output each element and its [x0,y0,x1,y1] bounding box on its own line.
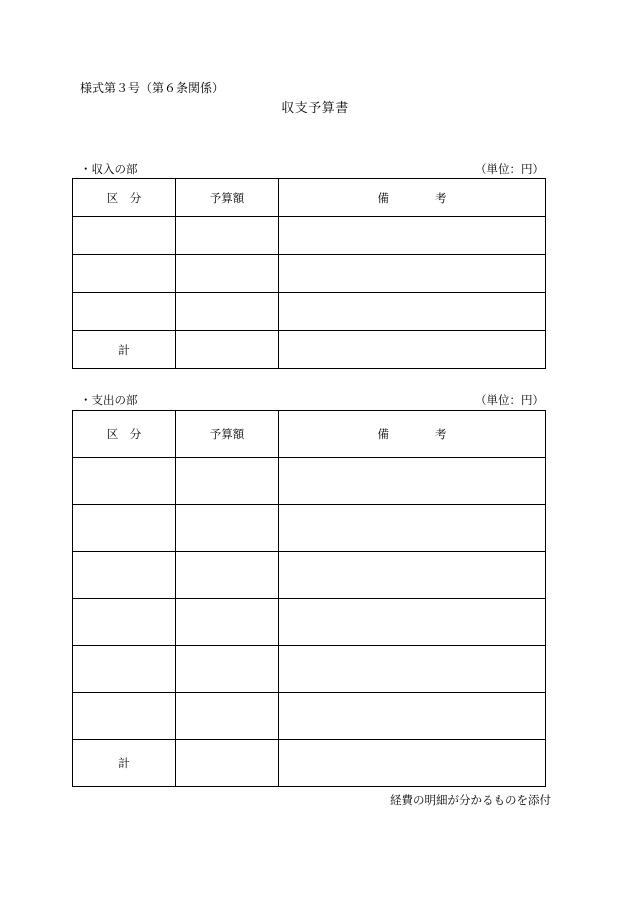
expense-header-category: 区 分 [73,411,176,458]
income-unit-label: （単位：円） [475,162,544,176]
attachment-note: 経費の明細が分かるものを添付 [390,793,551,807]
income-category-cell[interactable] [73,293,176,331]
expense-category-cell[interactable] [73,693,176,740]
table-row [73,552,546,599]
table-row [73,217,546,255]
expense-remarks-cell[interactable] [279,693,546,740]
expense-remarks-cell[interactable] [279,599,546,646]
income-remarks-cell[interactable] [279,293,546,331]
table-row [73,646,546,693]
expense-section-heading: ・支出の部 [80,393,138,407]
income-header-budget: 予算額 [176,179,279,217]
expense-budget-cell[interactable] [176,693,279,740]
expense-remarks-cell[interactable] [279,552,546,599]
expense-header-budget: 予算額 [176,411,279,458]
income-budget-cell[interactable] [176,217,279,255]
income-section-heading: ・収入の部 [80,162,138,176]
expense-total-budget-cell[interactable] [176,740,279,787]
income-header-row [73,179,546,217]
expense-total-remarks-cell[interactable] [279,740,546,787]
table-row [73,599,546,646]
expense-budget-cell[interactable] [176,599,279,646]
income-category-cell[interactable] [73,255,176,293]
expense-budget-cell[interactable] [176,646,279,693]
expense-header-row [73,411,546,458]
expense-total-row [73,740,546,787]
income-header-category: 区 分 [73,179,176,217]
expense-unit-label: （単位：円） [475,393,544,407]
expense-category-cell[interactable] [73,599,176,646]
document-title: 収支予算書 [281,101,349,116]
form-number: 様式第３号（第６条関係） [80,81,225,95]
expense-category-cell[interactable] [73,552,176,599]
income-header-remarks: 備 考 [279,179,546,217]
table-row [73,255,546,293]
table-row [73,505,546,552]
income-budget-cell[interactable] [176,255,279,293]
table-row [73,293,546,331]
income-total-row [73,331,546,369]
income-total-remarks-cell[interactable] [279,331,546,369]
table-row [73,693,546,740]
expense-remarks-cell[interactable] [279,458,546,505]
income-table [72,178,546,369]
expense-category-cell[interactable] [73,646,176,693]
expense-budget-cell[interactable] [176,552,279,599]
expense-remarks-cell[interactable] [279,646,546,693]
income-remarks-cell[interactable] [279,255,546,293]
income-budget-cell[interactable] [176,293,279,331]
expense-budget-cell[interactable] [176,505,279,552]
expense-category-cell[interactable] [73,458,176,505]
income-remarks-cell[interactable] [279,217,546,255]
income-total-budget-cell[interactable] [176,331,279,369]
income-category-cell[interactable] [73,217,176,255]
expense-header-remarks: 備 考 [279,411,546,458]
income-total-label: 計 [73,331,176,369]
expense-budget-cell[interactable] [176,458,279,505]
expense-table [72,410,546,787]
expense-total-label: 計 [73,740,176,787]
expense-category-cell[interactable] [73,505,176,552]
expense-remarks-cell[interactable] [279,505,546,552]
table-row [73,458,546,505]
